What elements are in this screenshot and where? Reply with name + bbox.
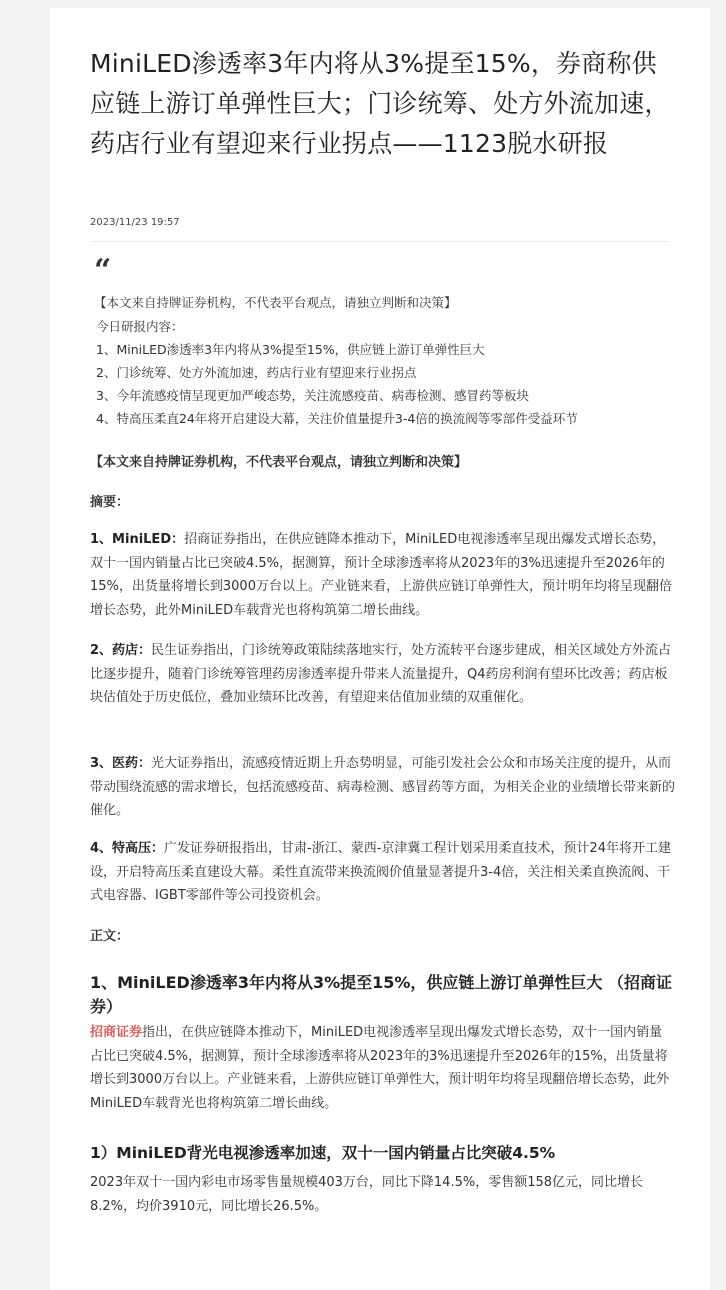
subsection-heading: 1）MiniLED背光电视渗透率加速，双十一国内销量占比突破4.5% [90, 1144, 556, 1162]
summary-paragraph [90, 528, 675, 622]
summary-head: 4、特高压： [90, 841, 165, 856]
summary-text: 民生证券指出，门诊统筹政策陆续落地实行，处方流转平台逐步建成，相关区域处方外流占比逐步提升，随着门诊统筹管理药房渗透率提升带来人流量提升，Q4药房利润有望环比改善；药店板块估值处于历史低位，叠加业绩环比改善，有望迎来估值加业绩的双重催化。 [90, 643, 672, 705]
summary-text: 广发证券研报指出，甘肃-浙江、蒙西-京津冀工程计划采用柔直技术，预计24年将开工建设，开启特高压柔直建设大幕。柔性直流带来换流阀价值量显著提升3-4倍，关注相关柔直换流阀、干式电容器、IGBT零部件等公司投资机会。 [90, 841, 671, 903]
summary-text: 招商证券指出，在供应链降本推动下，MiniLED电视渗透率呈现出爆发式增长态势，双十一国内销量占比已突破4.5%，据测算，预计全球渗透率将从2023年的3%迅速提升至2026年的15%，出货量将增长到3000万台以上。产业链来看，上游供应链订单弹性大，预计明年均将呈现翻倍增长态势，此外MiniLED车载背光也将构筑第二增长曲线。 [90, 532, 672, 618]
publish-date: 2023/11/23 19:57 [90, 217, 180, 228]
source-link[interactable]: 招商证券 [90, 1025, 143, 1040]
quote-item: 3、今年流感疫情呈现更加严峻态势，关注流感疫苗、病毒检测、感冒药等板块 [96, 388, 529, 403]
disclaimer: 【本文来自持牌证券机构，不代表平台观点，请独立判断和决策】 [90, 455, 468, 470]
summary-paragraph [90, 639, 675, 710]
summary-head: 3、医药： [90, 756, 152, 771]
summary-paragraph [90, 752, 675, 823]
article-page [50, 8, 710, 1290]
summary-paragraph [90, 837, 675, 908]
body-label: 正文： [90, 929, 130, 944]
quote-icon: “ [94, 253, 112, 288]
section-paragraph [90, 1021, 675, 1115]
quote-item: 1、MiniLED渗透率3年内将从3%提至15%，供应链上游订单弹性巨大 [96, 342, 485, 357]
quote-item: 4、特高压柔直24年将开启建设大幕，关注价值量提升3-4倍的换流阀等零部件受益环节 [96, 411, 578, 426]
section-text: 指出，在供应链降本推动下，MiniLED电视渗透率呈现出爆发式增长态势，双十一国内销量占比已突破4.5%，据测算，预计全球渗透率将从2023年的3%迅速提升至2026年的15%，出货量将增长到3000万台以上。产业链来看，上游供应链订单弹性大，预计明年均将呈现翻倍增长态势，此外MiniLED车载背光也将构筑第二增长曲线。 [90, 1025, 670, 1111]
subsection-paragraph: 2023年双十一国内彩电市场零售量规模403万台，同比下降14.5%，零售额158亿元，同比增长8.2%，均价3910元，同比增长26.5%。 [90, 1175, 644, 1214]
quote-disclaimer: 【本文来自持牌证券机构，不代表平台观点，请独立判断和决策】 [94, 295, 457, 310]
summary-head: 1、MiniLED： [90, 532, 185, 547]
quote-item: 2、门诊统筹、处方外流加速，药店行业有望迎来行业拐点 [96, 365, 417, 380]
section-heading: 1、MiniLED渗透率3年内将从3%提至15%，供应链上游订单弹性巨大 （招商证券） [90, 973, 672, 1016]
summary-text: 光大证券指出，流感疫情近期上升态势明显，可能引发社会公众和市场关注度的提升，从而带动围绕流感的需求增长，包括流感疫苗、病毒检测、感冒药等方面，为相关企业的业绩增长带来新的催化。 [90, 756, 676, 818]
article-title: MiniLED渗透率3年内将从3%提至15%，券商称供应链上游订单弹性巨大；门诊统筹、处方外流加速，药店行业有望迎来行业拐点——1123脱水研报 [90, 49, 670, 158]
title-divider [90, 241, 670, 242]
summary-head: 2、药店： [90, 643, 152, 658]
summary-label: 摘要： [90, 495, 130, 510]
quote-intro: 今日研报内容： [96, 319, 184, 334]
